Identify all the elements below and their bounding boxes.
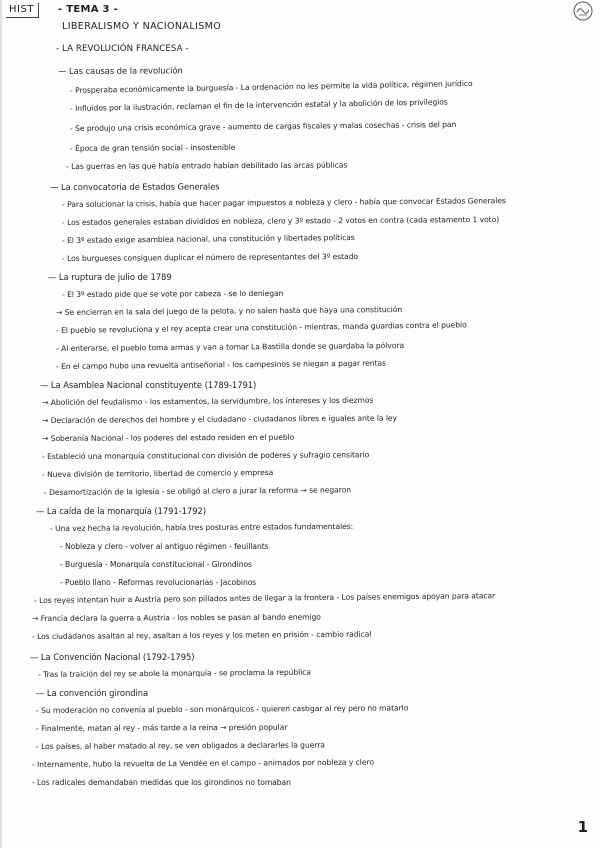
note-line: - Se produjo una crisis económica grave - aumento de cargas fiscales y malas cosechas - crisis del pan xyxy=(69,119,457,133)
unit-title: - TEMA 3 - xyxy=(58,4,119,15)
note-line: - Los reyes intentan huir a Austria pero son pillados antes de llegar a la frontera - Los países enemigos apoyan para atacar xyxy=(33,591,496,605)
note-line: → Declaración de derechos del hombre y el ciudadano - ciudadanos libres e iguales ante la ley xyxy=(41,413,398,425)
note-line: - Burguesía - Monarquía constitucional - Girondinos xyxy=(60,560,252,569)
scan-edge-shadow xyxy=(0,0,3,848)
note-line: → Francia declara la guerra a Austria - los nobles se pasan al bando enemigo xyxy=(31,612,321,623)
subheading: — La convención girondina xyxy=(36,688,149,698)
note-line: - Los burgueses consiguen duplicar el número de representantes del 3º estado xyxy=(61,251,359,263)
note-line: - Los ciudadanos asaltan al rey, asaltan a los reyes y los meten en prisión - cambio radical xyxy=(31,629,372,641)
note-line: - Nobleza y clero - volver al antiguo régimen - feuillants xyxy=(60,542,269,551)
stamp-logo-icon xyxy=(570,0,596,22)
note-line: - Los estados generales estaban divididos en nobleza, clero y 3º estado - 2 votos en contra (cada estamento 1 voto) xyxy=(61,214,500,227)
note-line: - El 3º estado pide que se vote por cabeza - se lo deniegan xyxy=(61,288,284,299)
note-line: - Al enterarse, el pueblo toma armas y van a tomar La Bastilla donde se guardaba la pólvora xyxy=(55,340,405,353)
subheading: — La ruptura de julio de 1789 xyxy=(48,272,172,282)
subheading: — La Convención Nacional (1792-1795) xyxy=(30,652,195,662)
note-line: → Se encierran en la sala del juego de la pelota, y no salen hasta que haya una constitución xyxy=(55,304,403,317)
note-line: - Estableció una monarquía constitucional con división de poderes y sufragio censitario xyxy=(41,450,370,461)
subheading: — La caída de la monarquía (1791-1792) xyxy=(36,506,206,516)
note-line: - Desamortización de la iglesia - se obligó al clero a jurar la reforma → se negaron xyxy=(43,485,352,497)
note-line: - Tras la traición del rey se abole la monarquía - se proclama la república xyxy=(37,667,312,679)
topic-title: LIBERALISMO Y NACIONALISMO xyxy=(62,21,222,32)
subheading: — La Asamblea Nacional constituyente (1789-1791) xyxy=(40,380,257,390)
note-line: - El pueblo se revoluciona y el rey acepta crear una constitución - mientras, manda guardias contra el pueblo xyxy=(55,320,467,335)
note-line: - Finalmente, matan al rey - más tarde a la reina → presión popular xyxy=(35,722,288,733)
note-line: - El 3º estado exige asamblea nacional, una constitución y libertades políticas xyxy=(61,232,355,245)
subheading: — La convocatoria de Estados Generales xyxy=(49,181,220,192)
note-line: - Una vez hecha la revolución, había tres posturas entre estados fundamentales: xyxy=(49,521,354,533)
note-line: → Abolición del feudalismo - los estamentos, la servidumbre, los íntereses y los diezmos xyxy=(41,395,374,407)
note-line: - Época de gran tensión social - insostenible xyxy=(69,142,236,153)
note-line: - Nueva división de territorio, libertad de comercio y empresa xyxy=(41,467,274,479)
note-line: - Para solucionar la crisis, había que hacer pagar impuestos a nobleza y clero - había que convocar Estados Generales xyxy=(61,196,506,209)
note-line: - Internamente, hubo la revuelta de La Vendée en el campo - animados por nobleza y clero xyxy=(31,757,375,769)
note-line: - Pueblo llano - Reformas revolucionarias - Jacobinos xyxy=(60,578,257,587)
note-line: - Prosperaba económicamente la burguesía - La ordenación no les permite la vida política, régimen jurídico xyxy=(69,78,473,95)
note-line: - En el campo hubo una revuelta antiseñorial - los campesinos se niegan a pagar rentas xyxy=(55,358,387,371)
note-line: - Influidos por la ilustración, reclaman el fin de la intervención estatal y la abolición de los privilegios xyxy=(69,97,448,113)
subject-code-box: HIST xyxy=(6,3,39,18)
note-line: - Las guerras en las que había entrado habían debilitado las arcas públicas xyxy=(65,160,348,171)
section-heading: - LA REVOLUCIÓN FRANCESA - xyxy=(56,44,189,54)
note-line: - Su moderación no convenía al pueblo - son monárquicos - quieren castigar al rey pero no matarlo xyxy=(35,703,409,715)
page-number: 1 xyxy=(577,818,588,836)
note-line: - Los países, al haber matado al rey, se ven obligados a declararles la guerra xyxy=(35,740,325,751)
subheading: — Las causas de la revolución xyxy=(57,65,183,76)
note-line: → Soberanía Nacional - los poderes del estado residen en el pueblo xyxy=(41,432,295,443)
note-line: - Los radicales demandaban medidas que los girondinos no tomaban xyxy=(32,778,291,787)
